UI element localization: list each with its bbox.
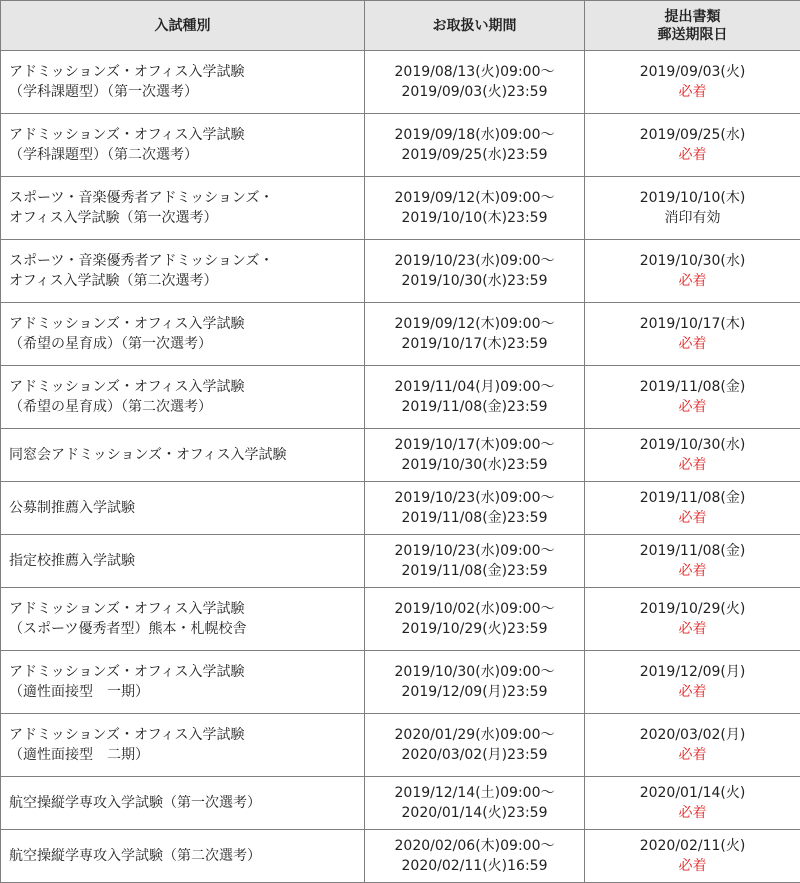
table-row [1, 366, 800, 429]
header-deadline-line2: 郵送期限日 [585, 26, 800, 44]
exam-type-cell [1, 482, 365, 535]
exam-type-line1: アドミッションズ・オフィス入学試験 [9, 599, 364, 619]
deadline-note: 必着 [585, 508, 800, 528]
exam-type-line1: アドミッションズ・オフィス入学試験 [9, 377, 364, 397]
exam-type-line1: アドミッションズ・オフィス入学試験 [9, 725, 364, 745]
period-start: 2019/10/23(水)09:00～ [365, 488, 584, 508]
deadline-cell [585, 777, 800, 830]
exam-type-line1: 指定校推薦入学試験 [9, 551, 364, 571]
period-end: 2019/11/08(金)23:59 [365, 508, 584, 528]
period-start: 2019/09/18(水)09:00～ [365, 125, 584, 145]
header-deadline [585, 1, 800, 51]
header-period: お取扱い期間 [365, 1, 585, 51]
period-cell [365, 777, 585, 830]
exam-type-cell [1, 651, 365, 714]
deadline-note: 必着 [585, 682, 800, 702]
deadline-note: 必着 [585, 745, 800, 765]
exam-type-line2: （学科課題型）（第一次選考） [9, 82, 364, 102]
deadline-cell [585, 588, 800, 651]
deadline-date: 2020/01/14(火) [585, 783, 800, 803]
period-end: 2019/10/30(水)23:59 [365, 271, 584, 291]
period-cell [365, 303, 585, 366]
period-end: 2020/01/14(火)23:59 [365, 803, 584, 823]
period-start: 2019/10/30(水)09:00～ [365, 662, 584, 682]
deadline-note: 必着 [585, 145, 800, 165]
deadline-note: 必着 [585, 397, 800, 417]
deadline-date: 2019/10/17(木) [585, 314, 800, 334]
exam-type-cell [1, 429, 365, 482]
period-start: 2019/08/13(火)09:00～ [365, 62, 584, 82]
table-row [1, 114, 800, 177]
period-cell [365, 114, 585, 177]
exam-type-line1: スポーツ・音楽優秀者アドミッションズ・ [9, 188, 364, 208]
deadline-cell [585, 535, 800, 588]
deadline-cell [585, 240, 800, 303]
period-start: 2019/12/14(土)09:00～ [365, 783, 584, 803]
exam-type-cell [1, 114, 365, 177]
period-end: 2019/10/10(木)23:59 [365, 208, 584, 228]
deadline-cell [585, 51, 800, 114]
table-row [1, 651, 800, 714]
period-end: 2019/10/17(木)23:59 [365, 334, 584, 354]
deadline-note: 必着 [585, 803, 800, 823]
header-exam-type: 入試種別 [1, 1, 365, 51]
period-cell [365, 714, 585, 777]
exam-type-line2: （希望の星育成）（第一次選考） [9, 334, 364, 354]
period-cell [365, 588, 585, 651]
period-cell [365, 177, 585, 240]
table-row [1, 429, 800, 482]
deadline-note: 必着 [585, 561, 800, 581]
deadline-note: 必着 [585, 856, 800, 876]
period-start: 2020/01/29(水)09:00～ [365, 725, 584, 745]
deadline-date: 2019/09/25(水) [585, 125, 800, 145]
period-end: 2019/10/29(火)23:59 [365, 619, 584, 639]
exam-type-line2: （学科課題型）（第二次選考） [9, 145, 364, 165]
deadline-date: 2019/11/08(金) [585, 377, 800, 397]
deadline-cell [585, 830, 800, 883]
exam-type-cell [1, 535, 365, 588]
deadline-cell [585, 429, 800, 482]
table-row [1, 830, 800, 883]
table-row [1, 303, 800, 366]
exam-type-line1: アドミッションズ・オフィス入学試験 [9, 662, 364, 682]
exam-type-line1: 航空操縦学専攻入学試験（第一次選考） [9, 793, 364, 813]
exam-type-line1: 同窓会アドミッションズ・オフィス入学試験 [9, 445, 364, 465]
exam-type-line2: （適性面接型 一期） [9, 682, 364, 702]
table-row [1, 714, 800, 777]
period-cell [365, 51, 585, 114]
deadline-date: 2019/10/10(木) [585, 188, 800, 208]
deadline-cell [585, 114, 800, 177]
exam-type-cell [1, 366, 365, 429]
exam-type-line1: スポーツ・音楽優秀者アドミッションズ・ [9, 251, 364, 271]
period-cell [365, 429, 585, 482]
header-deadline-line1: 提出書類 [585, 8, 800, 26]
table-row [1, 240, 800, 303]
table-header-row [1, 1, 800, 51]
exam-type-cell [1, 303, 365, 366]
deadline-cell [585, 714, 800, 777]
deadline-note: 必着 [585, 82, 800, 102]
exam-type-cell [1, 714, 365, 777]
deadline-cell [585, 366, 800, 429]
exam-type-line1: 公募制推薦入学試験 [9, 498, 364, 518]
table-row [1, 588, 800, 651]
table-row [1, 177, 800, 240]
table-row [1, 482, 800, 535]
period-start: 2019/10/23(水)09:00～ [365, 541, 584, 561]
exam-type-cell [1, 777, 365, 830]
period-end: 2019/10/30(水)23:59 [365, 455, 584, 475]
period-start: 2019/10/17(木)09:00～ [365, 435, 584, 455]
exam-type-line1: アドミッションズ・オフィス入学試験 [9, 314, 364, 334]
table-row [1, 777, 800, 830]
deadline-date: 2019/09/03(火) [585, 62, 800, 82]
deadline-date: 2020/03/02(月) [585, 725, 800, 745]
exam-type-cell [1, 177, 365, 240]
exam-type-line1: アドミッションズ・オフィス入学試験 [9, 62, 364, 82]
deadline-date: 2019/10/29(火) [585, 599, 800, 619]
deadline-cell [585, 651, 800, 714]
exam-type-cell [1, 588, 365, 651]
exam-type-line2: オフィス入学試験（第一次選考） [9, 208, 364, 228]
period-start: 2019/11/04(月)09:00～ [365, 377, 584, 397]
exam-type-line1: アドミッションズ・オフィス入学試験 [9, 125, 364, 145]
exam-type-line1: 航空操縦学専攻入学試験（第二次選考） [9, 846, 364, 866]
deadline-date: 2019/12/09(月) [585, 662, 800, 682]
period-end: 2019/09/03(火)23:59 [365, 82, 584, 102]
deadline-date: 2019/11/08(金) [585, 541, 800, 561]
deadline-note: 消印有効 [585, 208, 800, 228]
deadline-note: 必着 [585, 619, 800, 639]
deadline-note: 必着 [585, 334, 800, 354]
period-end: 2020/03/02(月)23:59 [365, 745, 584, 765]
period-cell [365, 366, 585, 429]
period-cell [365, 240, 585, 303]
deadline-cell [585, 177, 800, 240]
deadline-date: 2019/10/30(水) [585, 251, 800, 271]
period-end: 2020/02/11(火)16:59 [365, 856, 584, 876]
period-end: 2019/09/25(水)23:59 [365, 145, 584, 165]
exam-type-cell [1, 51, 365, 114]
deadline-cell [585, 303, 800, 366]
period-cell [365, 830, 585, 883]
deadline-note: 必着 [585, 455, 800, 475]
deadline-cell [585, 482, 800, 535]
period-end: 2019/11/08(金)23:59 [365, 561, 584, 581]
period-cell [365, 482, 585, 535]
period-cell [365, 651, 585, 714]
period-start: 2019/10/02(水)09:00～ [365, 599, 584, 619]
exam-type-line2: （スポーツ優秀者型）熊本・札幌校舎 [9, 619, 364, 639]
exam-type-line2: オフィス入学試験（第二次選考） [9, 271, 364, 291]
table-row [1, 51, 800, 114]
deadline-date: 2019/10/30(水) [585, 435, 800, 455]
exam-type-cell [1, 830, 365, 883]
period-start: 2020/02/06(木)09:00～ [365, 836, 584, 856]
table-row [1, 535, 800, 588]
period-cell [365, 535, 585, 588]
exam-type-line2: （適性面接型 二期） [9, 745, 364, 765]
exam-type-cell [1, 240, 365, 303]
period-start: 2019/09/12(木)09:00～ [365, 314, 584, 334]
period-end: 2019/11/08(金)23:59 [365, 397, 584, 417]
period-start: 2019/09/12(木)09:00～ [365, 188, 584, 208]
exam-type-line2: （希望の星育成）（第二次選考） [9, 397, 364, 417]
period-start: 2019/10/23(水)09:00～ [365, 251, 584, 271]
period-end: 2019/12/09(月)23:59 [365, 682, 584, 702]
deadline-date: 2020/02/11(火) [585, 836, 800, 856]
deadline-date: 2019/11/08(金) [585, 488, 800, 508]
deadline-note: 必着 [585, 271, 800, 291]
